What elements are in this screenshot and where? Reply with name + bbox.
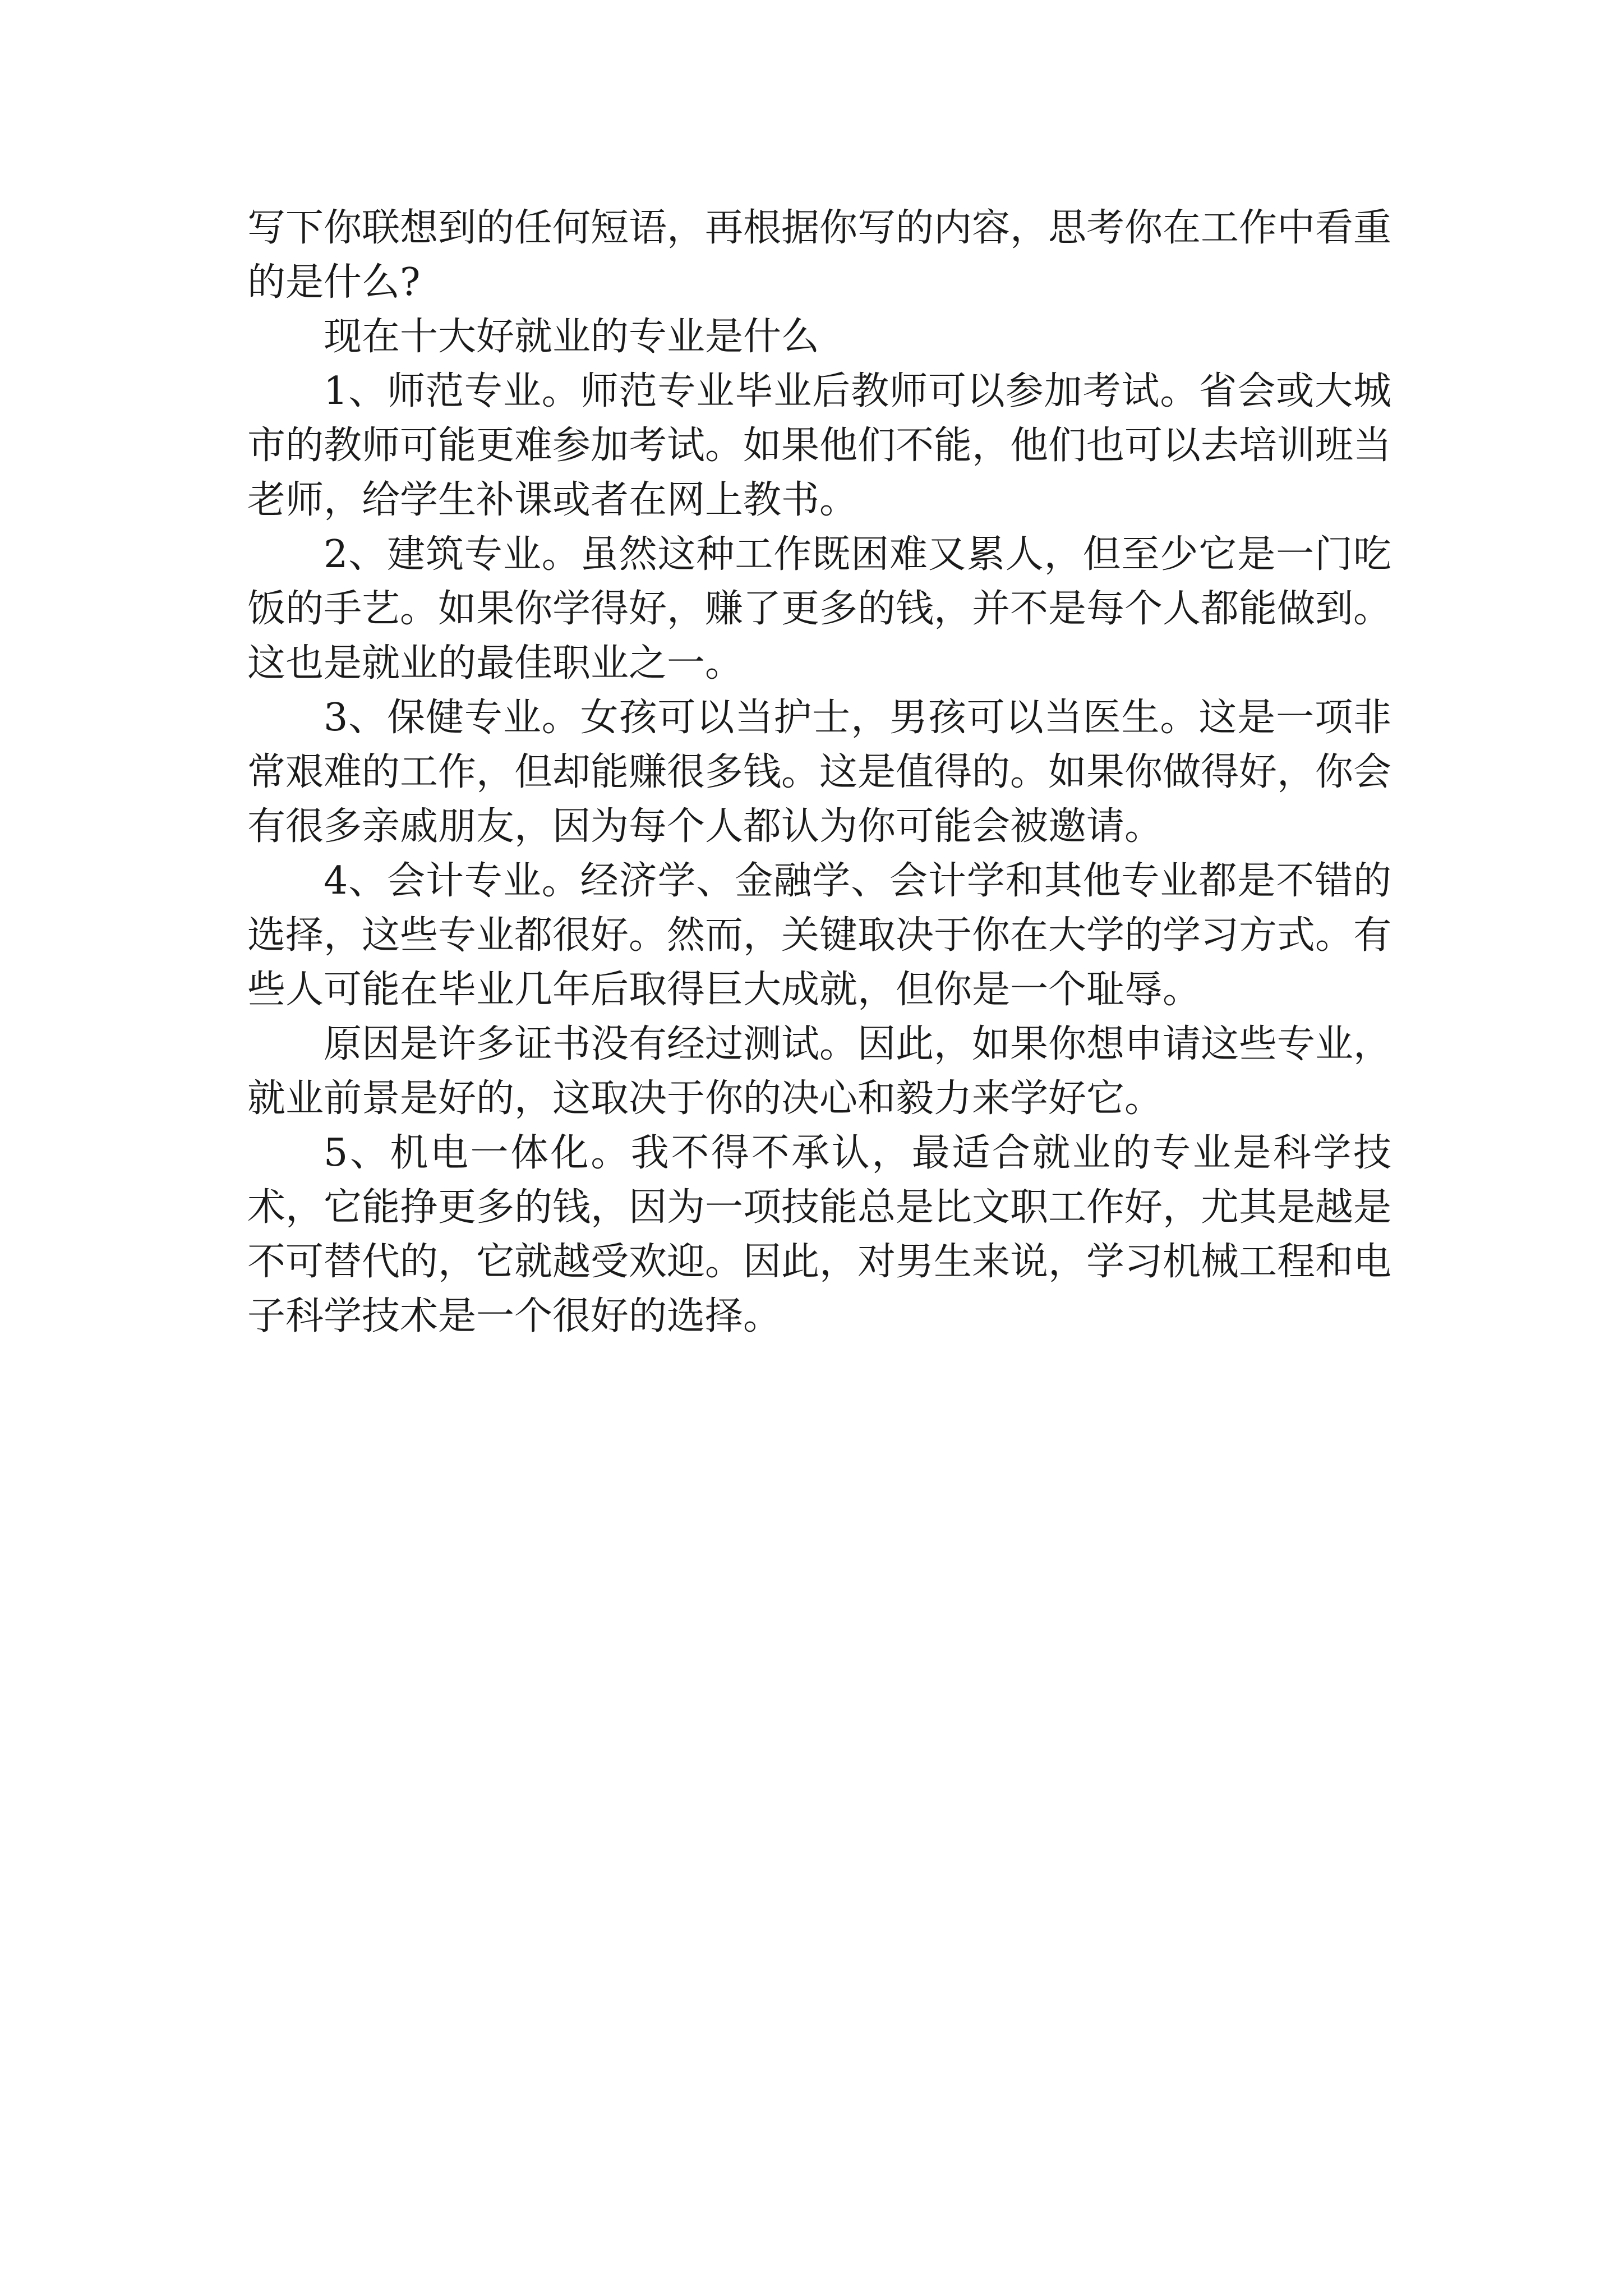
paragraph-architecture-major: 2、建筑专业。虽然这种工作既困难又累人，但至少它是一门吃饭的手艺。如果你学得好，赚了更多的钱，并不是每个人都能做到。这也是就业的最佳职业之一。	[247, 532, 1392, 685]
paragraph-intro-continuation: 写下你联想到的任何短语，再根据你写的内容，思考你在工作中看重的是什么?	[247, 206, 1392, 305]
paragraph-teaching-major: 1、师范专业。师范专业毕业后教师可以参加考试。省会或大城市的教师可能更难参加考试。如果他们不能，他们也可以去培训班当老师，给学生补课或者在网上教书。	[247, 369, 1392, 522]
paragraph-accounting-reason: 原因是许多证书没有经过测试。因此，如果你想申请这些专业，就业前景是好的，这取决于你的决心和毅力来学好它。	[247, 1022, 1392, 1121]
paragraph-accounting-major: 4、会计专业。经济学、金融学、会计学和其他专业都是不错的选择，这些专业都很好。然而，关键取决于你在大学的学习方式。有些人可能在毕业几年后取得巨大成就，但你是一个耻辱。	[247, 859, 1392, 1012]
paragraph-healthcare-major: 3、保健专业。女孩可以当护士，男孩可以当医生。这是一项非常艰难的工作，但却能赚很多钱。这是值得的。如果你做得好，你会有很多亲戚朋友，因为每个人都认为你可能会被邀请。	[247, 696, 1392, 849]
paragraph-mechatronics-major: 5、机电一体化。我不得不承认，最适合就业的专业是科学技术，它能挣更多的钱，因为一项技能总是比文职工作好，尤其是越是不可替代的，它就越受欢迎。因此，对男生来说，学习机械工程和电子科学技术是一个很好的选择。	[247, 1131, 1392, 1338]
paragraph-heading-top-ten-majors: 现在十大好就业的专业是什么	[324, 315, 820, 359]
document-body	[247, 201, 1391, 1343]
